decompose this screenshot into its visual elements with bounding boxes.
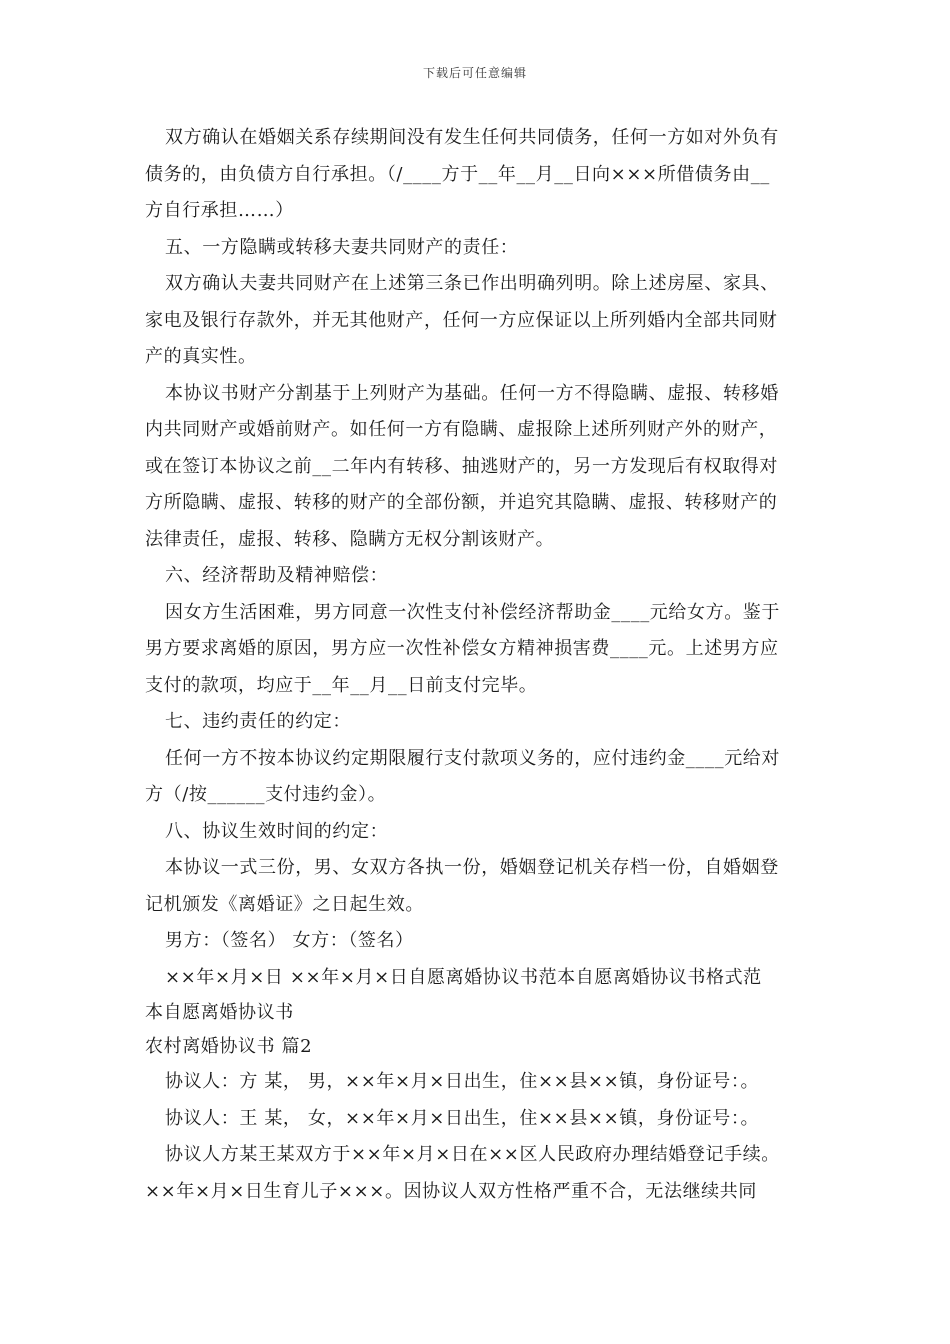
- article-title: 农村离婚协议书 篇2: [145, 1036, 313, 1057]
- paragraph-line: 记机颁发《离婚证》之日起生效。: [145, 893, 424, 915]
- page-header-note: 下载后可任意编辑: [422, 66, 527, 80]
- section-heading: 八、协议生效时间的约定：: [165, 820, 389, 842]
- date-line: ××年×月×日 ××年×月×日自愿离婚协议书范本自愿离婚协议书格式范: [165, 966, 762, 988]
- paragraph-line: 内共同财产或婚前财产。如任何一方有隐瞒、虚报除上述所列财产外的财产，: [145, 419, 778, 440]
- paragraph-line: ××年×月×日生育儿子×××。因协议人双方性格严重不合，无法继续共同: [145, 1180, 757, 1202]
- document-body: [145, 120, 820, 1210]
- paragraph-line: 支付的款项，均应于__年__月__日前支付完毕。: [145, 674, 538, 696]
- paragraph-line: 任何一方不按本协议约定期限履行支付款项义务的，应付违约金____元给对: [165, 747, 780, 769]
- paragraph-line: 本协议一式三份，男、女双方各执一份，婚姻登记机关存档一份，自婚姻登: [165, 857, 779, 878]
- paragraph-line: 因女方生活困难，男方同意一次性支付补偿经济帮助金____元给女方。鉴于: [165, 601, 780, 623]
- section-heading: 五、一方隐瞒或转移夫妻共同财产的责任：: [165, 236, 519, 258]
- party-line: 协议人：方 某， 男，××年×月×日出生，住××县××镇，身份证号：。: [165, 1071, 760, 1092]
- paragraph-line: 或在签订本协议之前__二年内有转移、抽逃财产的，另一方发现后有权取得对: [145, 455, 778, 477]
- paragraph-line: 方自行承担……）: [145, 200, 294, 221]
- party-line: 协议人：王 某， 女，××年×月×日出生，住××县××镇，身份证号：。: [165, 1107, 760, 1129]
- section-heading: 六、经济帮助及精神赔偿：: [165, 565, 389, 586]
- paragraph-line: 双方确认在婚姻关系存续期间没有发生任何共同债务，任何一方如对外负有: [165, 127, 779, 148]
- paragraph-line: 家电及银行存款外，并无其他财产，任何一方应保证以上所列婚内全部共同财: [145, 309, 778, 331]
- paragraph-line: 方所隐瞒、虚报、转移的财产的全部份额，并追究其隐瞒、虚报、转移财产的: [145, 492, 778, 513]
- paragraph-line: 本协议书财产分割基于上列财产为基础。任何一方不得隐瞒、虚报、转移婚: [165, 382, 779, 404]
- paragraph-line: 男方要求离婚的原因，男方应一次性补偿女方精神损害费____元。上述男方应: [145, 638, 779, 659]
- paragraph-line: 双方确认夫妻共同财产在上述第三条已作出明确列明。除上述房屋、家具、: [165, 273, 779, 294]
- paragraph-line: 法律责任，虚报、转移、隐瞒方无权分割该财产。: [145, 528, 555, 550]
- paragraph-line: 协议人方某王某双方于××年×月×日在××区人民政府办理结婚登记手续。: [165, 1144, 780, 1165]
- section-heading: 七、违约责任的约定：: [165, 711, 351, 732]
- paragraph-line: 本自愿离婚协议书: [145, 1002, 294, 1023]
- paragraph-line: 产的真实性。: [145, 346, 257, 367]
- signature-line: 男方：（签名） 女方：（签名）: [165, 930, 414, 951]
- paragraph-line: 债务的，由负债方自行承担。（/____方于__年__月__日向×××所借债务由__: [145, 163, 770, 185]
- paragraph-line: 方（/按______支付违约金）。: [145, 784, 387, 805]
